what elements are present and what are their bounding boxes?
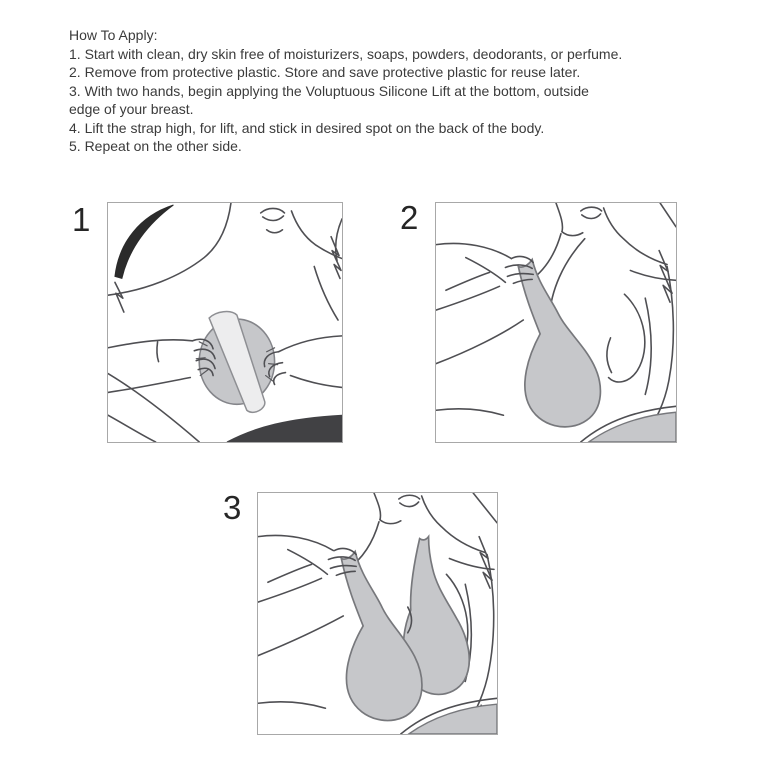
step-1-text: 1. Start with clean, dry skin free of moisturizers, soaps, powders, deodorants, or perfume. xyxy=(69,45,623,62)
step-3-text-line-2: edge of your breast. xyxy=(69,101,194,117)
panel-1-number: 1 xyxy=(72,201,91,238)
strap-and-cup-shape xyxy=(518,260,600,427)
raised-arm-and-hand xyxy=(258,535,356,602)
step-4-text: 4. Lift the strap high, for lift, and stick in desired spot on the back of the body. xyxy=(69,119,545,136)
step-2-illustration xyxy=(436,203,676,442)
waistband-shape xyxy=(227,415,342,442)
panel-3-number: 3 xyxy=(223,489,242,526)
hair-sweep-shape xyxy=(115,205,173,278)
right-arm-and-hand xyxy=(264,336,342,388)
raised-arm-and-hand xyxy=(436,243,533,310)
step-5-text: 5. Repeat on the other side. xyxy=(69,138,242,154)
panel-step-1 xyxy=(107,202,343,443)
step-3-illustration xyxy=(258,493,497,734)
step-3-text-line-1: 3. With two hands, begin applying the Voluptuous Silicone Lift at the bottom, outside xyxy=(69,82,589,99)
panel-2-number: 2 xyxy=(400,199,419,236)
step-2-text: 2. Remove from protective plastic. Store and save protective plastic for reuse later. xyxy=(69,64,581,80)
panel-step-2 xyxy=(435,202,677,443)
step-1-illustration xyxy=(108,203,342,442)
panel-step-3 xyxy=(257,492,498,735)
instructions-title: How To Apply: xyxy=(69,27,158,43)
how-to-apply-text-block xyxy=(69,26,622,156)
